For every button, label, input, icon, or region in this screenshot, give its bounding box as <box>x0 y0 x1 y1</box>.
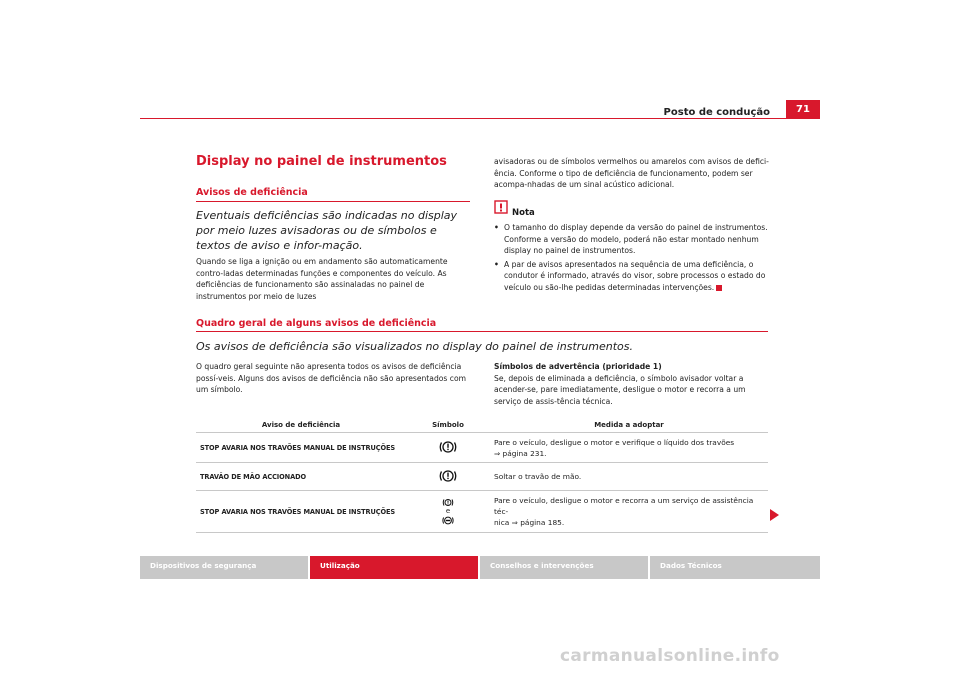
brake-warning-icon <box>438 469 458 483</box>
note-item-text-content: A par de avisos apresentados na sequência de uma deficiência, o condutor é informado, através do visor, sobre processos o estado do veículo ou são-lhe pedidas determinadas intervenções. <box>504 259 766 292</box>
note-item <box>494 259 774 294</box>
bullet-icon: • <box>494 223 499 232</box>
section2-heading: Quadro geral de alguns avisos de deficiência <box>196 318 437 329</box>
end-of-section-mark <box>716 285 722 291</box>
note-title: Nota <box>512 208 535 218</box>
table-row <box>196 433 768 463</box>
measure-line: Pare o veículo, desligue o motor e verifique o líquido dos travões <box>494 437 735 447</box>
note-item-text <box>504 259 774 294</box>
column-header-defect: Aviso de deficiência <box>196 418 406 433</box>
note-item <box>494 222 774 257</box>
measure-cell <box>490 491 768 533</box>
footer-tab-advice[interactable]: Conselhos e intervenções <box>480 556 648 579</box>
defect-cell: STOP AVARIA NOS TRAVÕES MANUAL DE INSTRUÇÕES <box>196 491 406 533</box>
table-row <box>196 463 768 491</box>
next-page-arrow-icon <box>770 509 779 521</box>
subheading-rule <box>196 201 470 202</box>
section-lead: Eventuais deficiências são indicadas no display por meio luzes avisadoras ou de símbolos e textos de aviso e infor-mação. <box>196 209 458 252</box>
page-number: 71 <box>786 100 820 119</box>
measure-cell <box>490 433 768 463</box>
defect-cell: STOP AVARIA NOS TRAVÕES MANUAL DE INSTRUÇÕES <box>196 433 406 463</box>
symbol-cell <box>406 463 490 491</box>
brake-warning-icon <box>438 440 458 454</box>
table-header-row <box>196 418 768 433</box>
defect-cell: TRAVÃO DE MÃO ACCIONADO <box>196 463 406 491</box>
symbol-joiner: e <box>445 507 451 515</box>
header-rule <box>140 118 820 119</box>
section-heading: Display no painel de instrumentos <box>196 154 447 169</box>
note-icon <box>494 199 508 218</box>
abs-icon <box>442 516 454 525</box>
footer-tab-safety[interactable]: Dispositivos de segurança <box>140 556 308 579</box>
measure-cell <box>490 463 768 491</box>
priority-block <box>494 361 772 407</box>
section2-rule <box>196 331 768 332</box>
section-subheading: Avisos de deficiência <box>196 187 308 198</box>
note-item-text: O tamanho do display depende da versão do painel de instrumentos. Conforme a versão do modelo, poderá não estar montado nenhum display no painel de instrumentos. <box>504 223 768 256</box>
brake-small-icon <box>442 498 454 507</box>
watermark: carmanualsonline.info <box>560 646 780 666</box>
measure-line: Pare o veículo, desligue o motor e recorra a um serviço de assistência téc- <box>494 496 754 516</box>
table-row <box>196 491 768 533</box>
section2-body: O quadro geral seguinte não apresenta todos os avisos de deficiência possí-veis. Alguns dos avisos de deficiência não são apresentados com um símbolo. <box>196 362 466 395</box>
note-list <box>494 222 774 294</box>
footer-tab-operation[interactable]: Utilização <box>310 556 478 579</box>
symbol-cell <box>406 491 490 533</box>
defect-table <box>196 418 768 533</box>
section-body: Quando se liga a ignição ou em andamento são automaticamente contro-ladas determinadas funções e componentes do veículo. As deficiências de funcionamento são assinaladas no painel de instrumentos por meio de luzes <box>196 257 448 301</box>
measure-line: Soltar o travão de mão. <box>494 472 582 481</box>
measure-line: nica ⇒ página 185. <box>494 518 565 527</box>
priority-body: Se, depois de eliminada a deficiência, o símbolo avisador voltar a acender-se, pare imediatamente, desligue o motor e recorra a um serviço de assis-tência técnica. <box>494 373 746 406</box>
column-header-symbol: Símbolo <box>406 418 490 433</box>
measure-line: ⇒ página 231. <box>494 448 547 458</box>
bullet-icon: • <box>494 259 499 269</box>
footer-tab-technical-data[interactable]: Dados Técnicos <box>650 556 820 579</box>
symbol-cell <box>406 433 490 463</box>
column-header-measure: Medida a adoptar <box>490 418 768 433</box>
section-body-continued: avisadoras ou de símbolos vermelhos ou amarelos com avisos de defici-ência. Conforme o tipo de deficiência de funcionamento, podem ser acompa-nhadas de um sinal acústico adicional. <box>494 157 769 190</box>
priority-title: Símbolos de advertência (prioridade 1) <box>494 362 662 371</box>
section2-lead: Os avisos de deficiência são visualizados no display do painel de instrumentos. <box>196 340 634 353</box>
running-header-title: Posto de condução <box>663 107 770 118</box>
